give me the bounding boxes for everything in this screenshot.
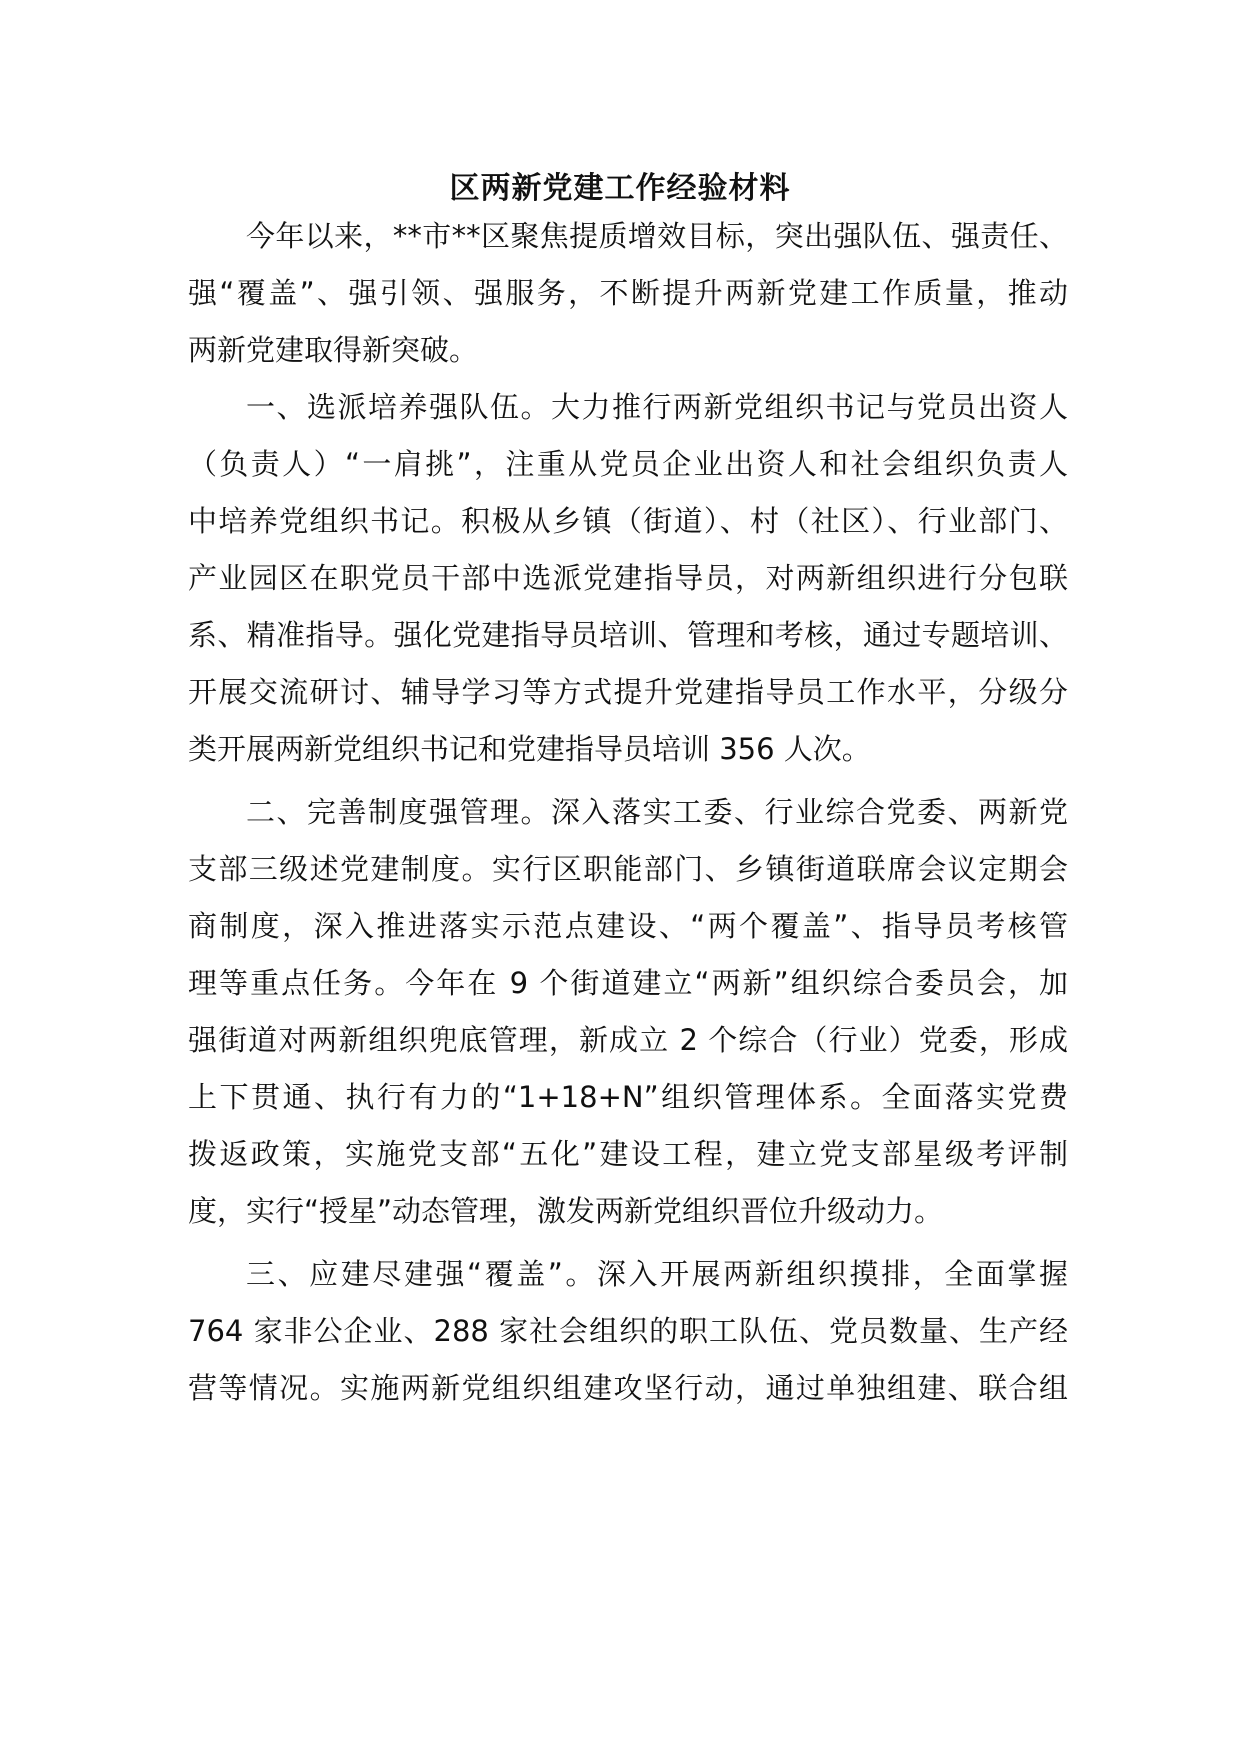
body-line: 产业园区在职党员干部中选派党建指导员，对两新组织进行分包联 xyxy=(188,561,1068,595)
body-line: 系、精准指导。强化党建指导员培训、管理和考核，通过专题培训、 xyxy=(188,618,1068,652)
body-line: 强街道对两新组织兜底管理，新成立 2 个综合（行业）党委，形成 xyxy=(188,1023,1068,1057)
body-line: 强“覆盖”、强引领、强服务，不断提升两新党建工作质量，推动 xyxy=(188,276,1068,310)
body-line: 理等重点任务。今年在 9 个街道建立“两新”组织综合委员会，加 xyxy=(188,966,1068,1000)
body-line: 764 家非公企业、288 家社会组织的职工队伍、党员数量、生产经 xyxy=(188,1314,1068,1348)
body-line: 类开展两新党组织书记和党建指导员培训 356 人次。 xyxy=(188,732,871,766)
body-line: 营等情况。实施两新党组织组建攻坚行动，通过单独组建、联合组 xyxy=(188,1371,1068,1405)
body-line: 支部三级述党建制度。实行区职能部门、乡镇街道联席会议定期会 xyxy=(188,852,1068,886)
body-line: 开展交流研讨、辅导学习等方式提升党建指导员工作水平，分级分 xyxy=(188,675,1068,709)
body-line: 商制度，深入推进落实示范点建设、“两个覆盖”、指导员考核管 xyxy=(188,909,1068,943)
body-line: 二、完善制度强管理。深入落实工委、行业综合党委、两新党 xyxy=(246,795,1068,829)
body-line: 两新党建取得新突破。 xyxy=(188,333,479,367)
body-line: 中培养党组织书记。积极从乡镇（街道）、村（社区）、行业部门、 xyxy=(188,504,1068,538)
document-title: 区两新党建工作经验材料 xyxy=(449,171,791,206)
body-line: （负责人）“一肩挑”，注重从党员企业出资人和社会组织负责人 xyxy=(188,447,1068,481)
body-line: 一、选派培养强队伍。大力推行两新党组织书记与党员出资人 xyxy=(246,390,1068,424)
body-line: 度，实行“授星”动态管理，激发两新党组织晋位升级动力。 xyxy=(188,1194,944,1228)
body-line: 拨返政策，实施党支部“五化”建设工程，建立党支部星级考评制 xyxy=(188,1137,1068,1171)
body-line: 上下贯通、执行有力的“1+18+N”组织管理体系。全面落实党费 xyxy=(188,1080,1068,1114)
body-line: 今年以来，**市**区聚焦提质增效目标，突出强队伍、强责任、 xyxy=(246,219,1068,253)
body-line: 三、应建尽建强“覆盖”。深入开展两新组织摸排，全面掌握 xyxy=(246,1257,1068,1291)
